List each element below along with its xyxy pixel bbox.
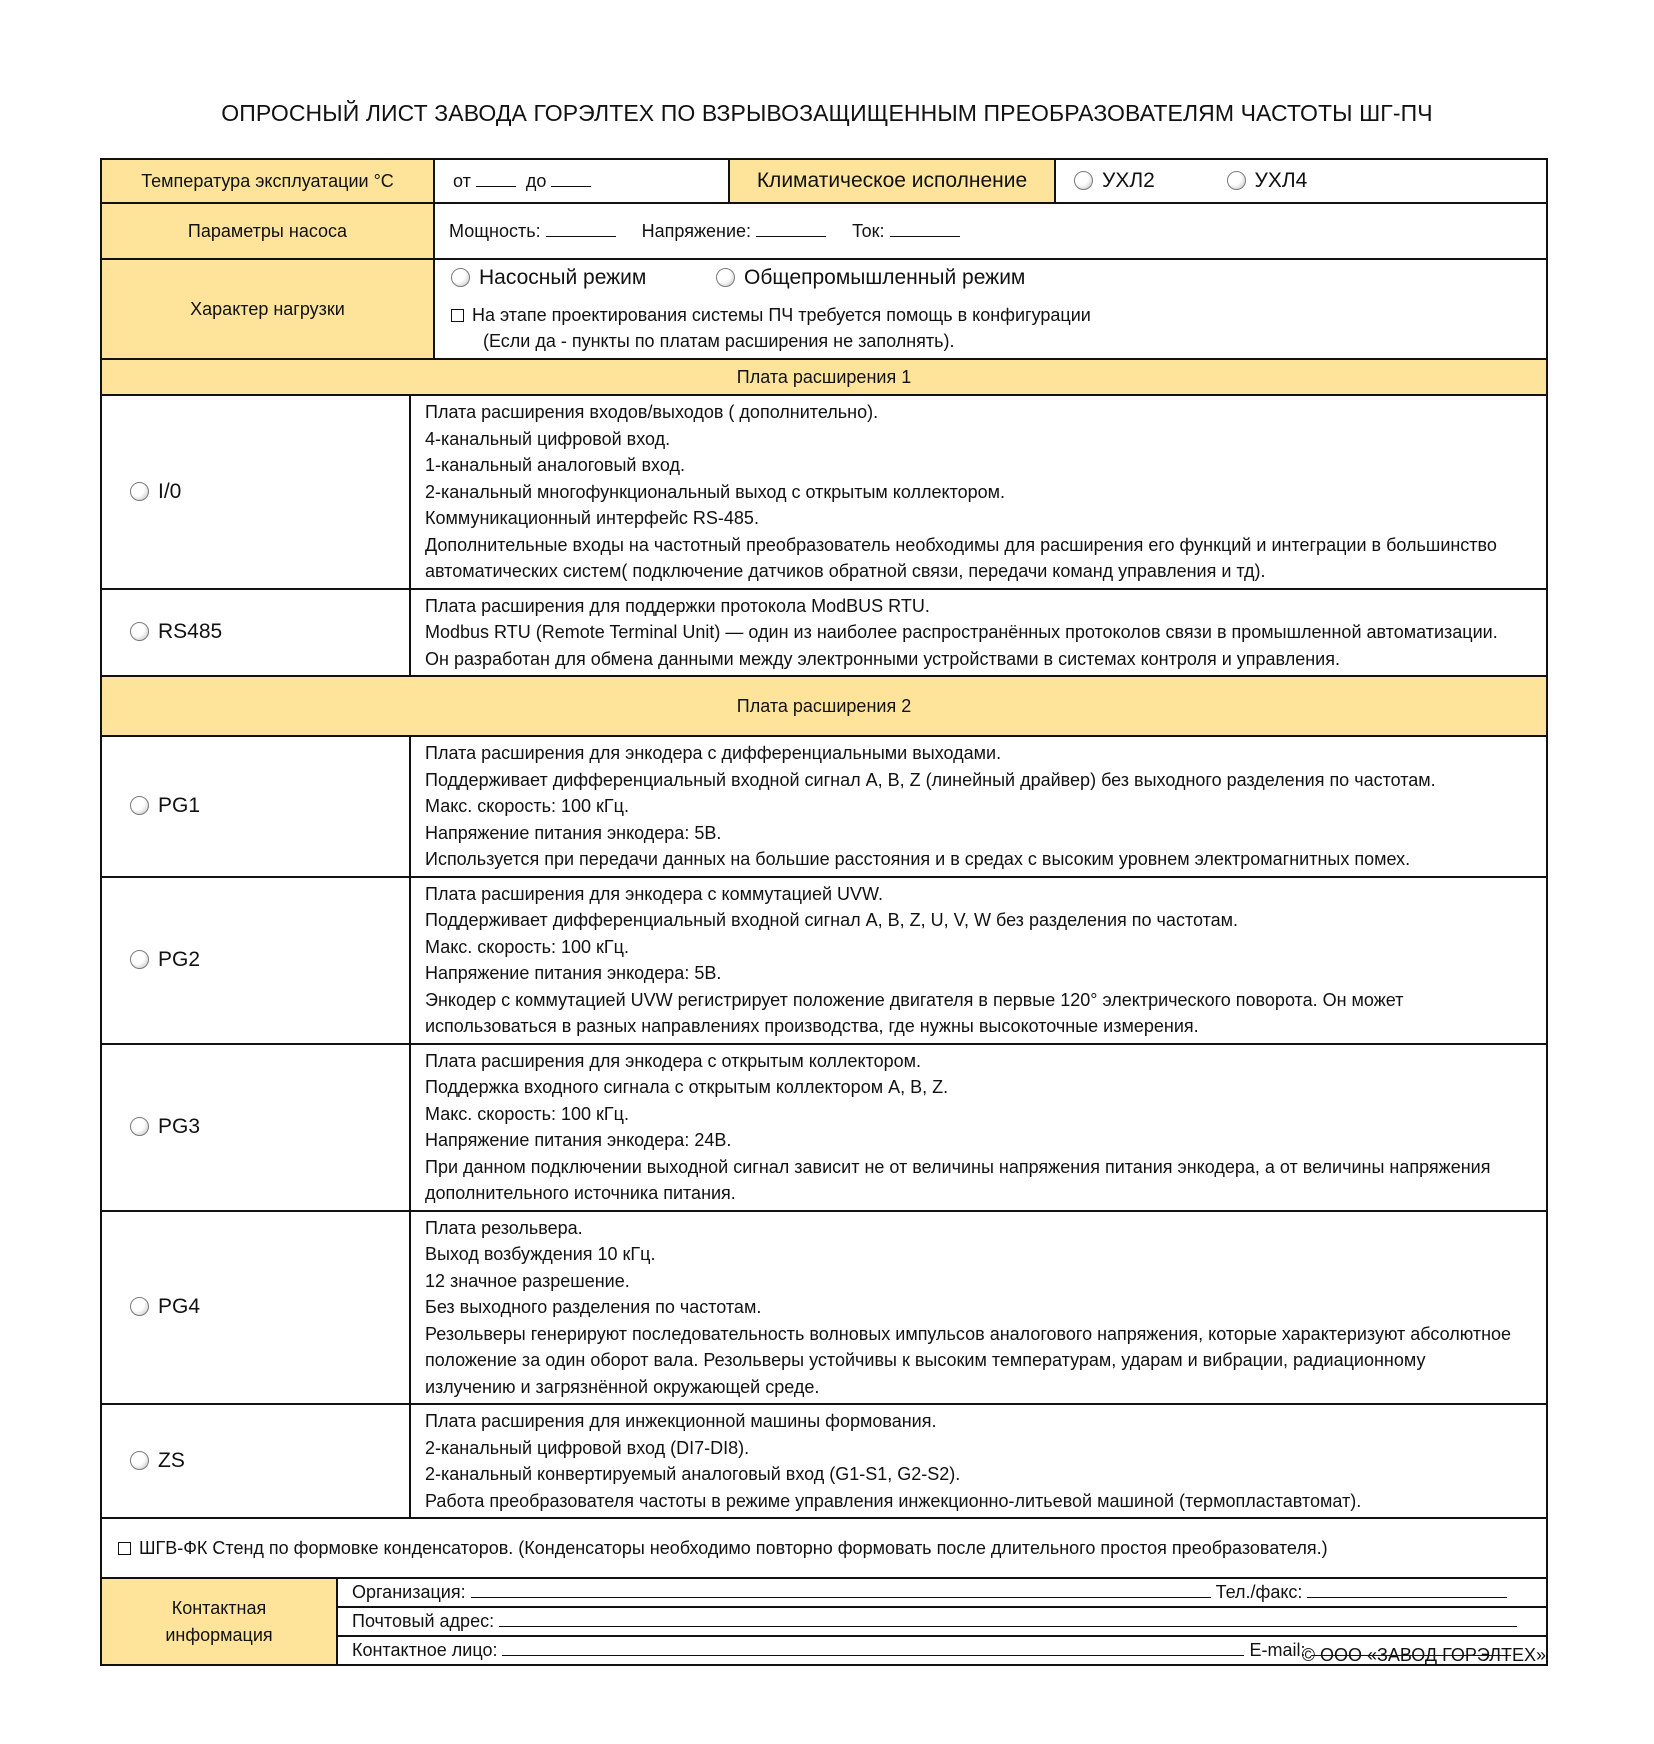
email-label: E-mail: <box>1249 1640 1306 1660</box>
description-line: Поддержка входного сигнала с открытым коллектором A, B, Z. <box>425 1077 949 1097</box>
address-field[interactable] <box>499 1612 1517 1627</box>
pump-current-field[interactable] <box>890 222 960 237</box>
temperature-from-label: от <box>453 170 471 191</box>
page-title: ОПРОСНЫЙ ЛИСТ ЗАВОДА ГОРЭЛТЕХ ПО ВЗРЫВОЗАЩИЩЕННЫМ ПРЕОБРАЗОВАТЕЛЯМ ЧАСТОТЫ ШГ-ПЧ <box>221 100 1433 126</box>
radio-icon <box>716 268 735 287</box>
description-line: Без выходного разделения по частотам. <box>425 1297 762 1317</box>
pump-power-label: Мощность: <box>449 220 541 241</box>
pump-label: Параметры насоса <box>101 203 434 259</box>
description-line: Напряжение питания энкодера: 5В. <box>425 822 722 843</box>
radio-icon <box>130 950 149 969</box>
radio-icon <box>130 482 149 501</box>
pump-voltage-label: Напряжение: <box>641 220 752 241</box>
description-line: Поддерживает дифференциальный входной сигнал A, B, Z, U, V, W без разделения по частотам. <box>425 910 1239 930</box>
load-options <box>434 259 1547 359</box>
board2-zs-description <box>410 1404 1547 1518</box>
option-label: I/0 <box>158 479 182 503</box>
radio-icon <box>130 1297 149 1316</box>
board2-title: Плата расширения 2 <box>101 676 1547 736</box>
copyright: © ООО «ЗАВОД ГОРЭЛТЕХ» <box>1301 1645 1546 1665</box>
description-line: использоваться в разных направлениях производства, где нужны высокоточные измерения. <box>425 1016 1199 1036</box>
option-label: PG1 <box>158 794 201 818</box>
option-label: PG3 <box>158 1115 201 1138</box>
description-line: Напряжение питания энкодера: 24В. <box>425 1130 732 1150</box>
help-note: (Если да - пункты по платам расширения не заполнять). <box>483 331 955 351</box>
help-checkbox-row[interactable] <box>451 302 1546 329</box>
board2-option-pg1[interactable] <box>101 736 410 877</box>
climate-option-uhl4[interactable] <box>1227 169 1308 192</box>
board1-io-description <box>410 395 1547 589</box>
pump-current-label: Ток: <box>852 220 885 241</box>
climate-option-label: УХЛ2 <box>1102 169 1155 192</box>
description-line: Плата расширения для поддержки протокола ModBUS RTU. <box>425 595 930 616</box>
pump-params <box>434 203 1547 259</box>
climate-options <box>1055 159 1547 203</box>
board1-option-rs485[interactable] <box>101 589 410 677</box>
contact-label-line: Контактная <box>171 1597 267 1618</box>
radio-icon <box>1227 171 1246 190</box>
checkbox-icon[interactable] <box>451 309 464 322</box>
temperature-to-label: до <box>525 170 547 191</box>
radio-icon <box>130 796 149 815</box>
temperature-from-field[interactable] <box>476 172 516 187</box>
load-option-label: Общепромышленный режим <box>744 266 1026 289</box>
board2-option-pg4[interactable] <box>101 1211 410 1405</box>
description-line: Работа преобразователя частоты в режиме управления инжекционно-литьевой машиной (термопластавтомат). <box>425 1490 1362 1511</box>
temperature-label: Температура эксплуатации °С <box>101 159 434 203</box>
stand-checkbox-label: ШГВ-ФК Стенд по формовке конденсаторов. (Конденсаторы необходимо повторно формовать после длительного простоя преобразователя.) <box>139 1537 1328 1558</box>
description-line: Дополнительные входы на частотный преобразователь необходимы для расширения его функций и интеграции в большинство <box>425 534 1497 555</box>
load-option-general[interactable] <box>716 266 1025 289</box>
checkbox-icon[interactable] <box>118 1542 131 1555</box>
load-option-label: Насосный режим <box>479 266 647 289</box>
description-line: Плата расширения для энкодера с дифференциальными выходами. <box>425 743 1002 763</box>
contact-address-row <box>337 1607 1547 1636</box>
description-line: Макс. скорость: 100 кГц. <box>425 796 629 816</box>
board1-title: Плата расширения 1 <box>101 359 1547 395</box>
description-line: 4-канальный цифровой вход. <box>425 428 671 449</box>
description-line: дополнительного источника питания. <box>425 1183 736 1203</box>
description-line: излучению и загрязнённой окружающей среде. <box>425 1376 820 1397</box>
board1-rs485-description <box>410 589 1547 677</box>
description-line: Макс. скорость: 100 кГц. <box>425 1103 629 1124</box>
description-line: Энкодер с коммутацией UVW регистрирует положение двигателя в первые 120° электрического поворота. Он может <box>425 989 1404 1010</box>
contact-label <box>101 1578 337 1665</box>
option-label: PG4 <box>158 1295 201 1319</box>
description-line: При данном подключении выходной сигнал зависит не от величины напряжения питания энкодера, а от величины напряжения <box>425 1156 1491 1177</box>
board1-option-io[interactable] <box>101 395 410 589</box>
climate-option-uhl2[interactable] <box>1074 169 1155 192</box>
description-line: Плата расширения входов/выходов ( дополнительно). <box>425 402 879 422</box>
radio-icon <box>1074 171 1093 190</box>
questionnaire-form <box>100 158 1546 1666</box>
temperature-range <box>434 159 729 203</box>
org-label: Организация: <box>352 1582 466 1602</box>
climate-label: Климатическое исполнение <box>729 159 1055 203</box>
description-line: Плата расширения для энкодера с открытым коллектором. <box>425 1050 921 1071</box>
option-label: ZS <box>158 1449 185 1472</box>
board2-pg3-description <box>410 1044 1547 1211</box>
description-line: автоматических систем( подключение датчиков обратной связи, передачи команд управления и тд). <box>425 561 1266 581</box>
radio-icon <box>130 1451 149 1470</box>
phone-label: Тел./факс: <box>1215 1582 1303 1602</box>
radio-icon <box>451 268 470 287</box>
description-line: положение за один оборот вала. Резольверы устойчивы к высоким температурам, ударам и вибрации, радиационному <box>425 1350 1426 1370</box>
description-line: 12 значное разрешение. <box>425 1270 630 1291</box>
temperature-to-field[interactable] <box>551 172 591 187</box>
help-checkbox-label: На этапе проектирования системы ПЧ требуется помощь в конфигурации <box>472 305 1091 325</box>
phone-field[interactable] <box>1307 1583 1507 1598</box>
board2-option-zs[interactable] <box>101 1404 410 1518</box>
option-label: RS485 <box>158 620 223 644</box>
pump-power-field[interactable] <box>546 222 616 237</box>
description-line: Используется при передачи данных на большие расстояния и в средах с высоким уровнем электромагнитных помех. <box>425 849 1411 869</box>
description-line: Коммуникационный интерфейс RS-485. <box>425 508 759 528</box>
pump-voltage-field[interactable] <box>756 222 826 237</box>
board2-pg4-description <box>410 1211 1547 1405</box>
board2-pg1-description <box>410 736 1547 877</box>
org-field[interactable] <box>471 1583 1211 1598</box>
board2-pg2-description <box>410 877 1547 1044</box>
radio-icon <box>130 1117 149 1136</box>
climate-option-label: УХЛ4 <box>1254 169 1308 192</box>
address-label: Почтовый адрес: <box>352 1611 495 1631</box>
description-line: Резольверы генерируют последовательность волновых импульсов аналогового напряжения, которые характеризуют абсолютное <box>425 1323 1512 1344</box>
stand-checkbox-row[interactable] <box>101 1518 1547 1578</box>
person-label: Контактное лицо: <box>352 1640 498 1660</box>
description-line: Modbus RTU (Remote Terminal Unit) — один из наиболее распространённых протоколов связи в промышленной автоматизации. <box>425 622 1498 642</box>
description-line: 2-канальный многофункциональный выход с открытым коллектором. <box>425 481 1006 502</box>
description-line: Макс. скорость: 100 кГц. <box>425 936 629 957</box>
description-line: Выход возбуждения 10 кГц. <box>425 1244 656 1264</box>
description-line: Плата резольвера. <box>425 1217 583 1238</box>
description-line: Плата расширения для инжекционной машины формования. <box>425 1411 937 1431</box>
option-label: PG2 <box>158 948 201 971</box>
description-line: 1-канальный аналоговый вход. <box>425 455 685 475</box>
radio-icon <box>130 622 149 641</box>
board2-option-pg2[interactable] <box>101 877 410 1044</box>
load-option-pump[interactable] <box>451 266 646 289</box>
description-line: Плата расширения для энкодера с коммутацией UVW. <box>425 883 884 904</box>
contact-org-row <box>337 1578 1547 1607</box>
description-line: Он разработан для обмена данными между электронными устройствами в системах контроля и управления. <box>425 648 1340 669</box>
load-label: Характер нагрузки <box>101 259 434 359</box>
description-line: Напряжение питания энкодера: 5В. <box>425 963 722 983</box>
description-line: Поддерживает дифференциальный входной сигнал A, B, Z (линейный драйвер) без выходного разделения по частотам. <box>425 769 1436 790</box>
person-field[interactable] <box>502 1641 1244 1656</box>
questionnaire-table <box>100 158 1548 1579</box>
description-line: 2-канальный цифровой вход (DI7-DI8). <box>425 1437 750 1458</box>
board2-option-pg3[interactable] <box>101 1044 410 1211</box>
contact-label-line: информация <box>165 1624 273 1645</box>
description-line: 2-канальный конвертируемый аналоговый вход (G1-S1, G2-S2). <box>425 1464 961 1484</box>
